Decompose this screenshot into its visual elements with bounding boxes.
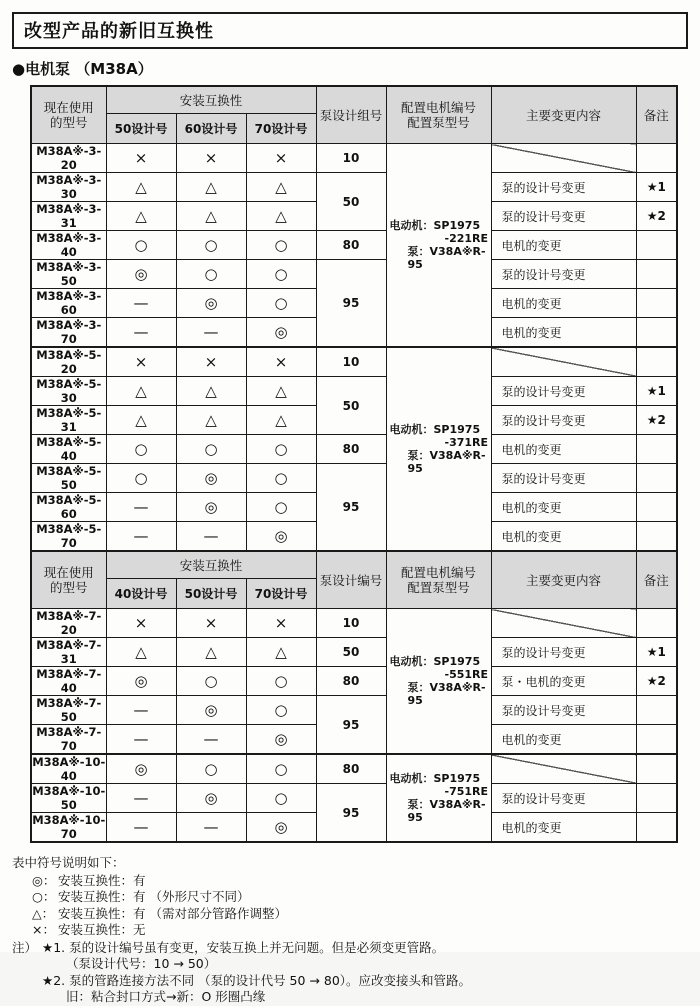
legend-item <box>32 922 690 939</box>
header-design-60: 60设计号 <box>176 114 246 144</box>
table-row <box>31 638 677 667</box>
compat-symbol: — <box>176 318 246 348</box>
model-cell: M38A※-7-40 <box>31 667 106 696</box>
compat-symbol: ○ <box>246 493 316 522</box>
compat-symbol: ◎ <box>246 522 316 552</box>
table-row <box>31 754 677 784</box>
compat-symbol: × <box>106 609 176 638</box>
model-cell: M38A※-5-70 <box>31 522 106 552</box>
pump-line: 泵：V38A※R-95 <box>407 798 486 824</box>
compat-symbol: ◎ <box>176 464 246 493</box>
legend-symbol: △： <box>32 905 55 921</box>
compat-symbol: ○ <box>246 260 316 289</box>
legend-item <box>32 873 690 890</box>
legend-text: 安装互换性：有 （外形尺寸不同） <box>58 889 250 904</box>
model-cell: M38A※-7-70 <box>31 725 106 755</box>
remark-cell: ★1 <box>636 173 677 202</box>
pump-line: 泵：V38A※R-95 <box>407 449 486 475</box>
legend-symbol: ◎： <box>32 872 56 888</box>
remark-cell: ★1 <box>636 638 677 667</box>
compat-symbol: — <box>106 493 176 522</box>
legend-item <box>32 889 690 906</box>
model-cell: M38A※-3-40 <box>31 231 106 260</box>
compat-symbol: ○ <box>176 754 246 784</box>
compatibility-table <box>30 85 678 843</box>
changes-cell: 电机的变更 <box>491 318 636 348</box>
remark-cell <box>636 696 677 725</box>
changes-cell: 泵的设计号变更 <box>491 377 636 406</box>
model-cell: M38A※-5-40 <box>31 435 106 464</box>
compat-symbol: △ <box>176 377 246 406</box>
header-install-compat: 安装互换性 <box>106 551 316 579</box>
symbol-legend <box>12 855 690 1006</box>
compat-symbol: ○ <box>246 435 316 464</box>
header-config <box>386 86 491 144</box>
compat-symbol: △ <box>106 202 176 231</box>
legend-symbol: ○： <box>32 889 56 904</box>
compat-symbol: ○ <box>176 260 246 289</box>
header-current-model-line1: 现在使用 <box>43 565 94 580</box>
diagonal-cell <box>491 347 636 377</box>
note-2-sub: 旧：粘合封口方式→新：O 形圈凸缘 <box>66 989 266 1004</box>
changes-cell: 电机的变更 <box>491 435 636 464</box>
compat-symbol: ○ <box>106 435 176 464</box>
legend-text: 安装互换性：无 <box>58 922 146 937</box>
compat-symbol: ◎ <box>246 725 316 755</box>
header-current-model-line2: 的型号 <box>49 115 88 130</box>
compat-symbol: — <box>106 289 176 318</box>
motor-line: 电动机：SP1975 <box>389 772 481 785</box>
compat-symbol: — <box>106 522 176 552</box>
model-cell: M38A※-3-50 <box>31 260 106 289</box>
pump-design-cell: 95 <box>316 260 386 348</box>
model-cell: M38A※-10-70 <box>32 813 106 841</box>
compat-symbol: × <box>176 609 246 638</box>
remark-cell: ★2 <box>636 667 677 696</box>
header-pump-design-number: 泵设计编号 <box>316 551 386 609</box>
compat-symbol: × <box>246 347 316 377</box>
compat-symbol: △ <box>176 173 246 202</box>
remark-cell <box>636 464 677 493</box>
pump-design-cell: 80 <box>316 231 386 260</box>
changes-cell: 泵的设计号变更 <box>491 173 636 202</box>
pump-design-cell: 10 <box>316 609 386 638</box>
model-cell: M38A※-10-40 <box>32 755 106 783</box>
compat-symbol: ◎ <box>176 696 246 725</box>
motor-line: -551RE <box>444 668 489 681</box>
header-design-70: 70设计号 <box>246 114 316 144</box>
changes-cell: 电机的变更 <box>491 289 636 318</box>
compat-symbol: △ <box>106 638 176 667</box>
legend-text: 安装互换性：有 <box>58 872 146 888</box>
changes-cell: 电机的变更 <box>491 522 636 552</box>
compat-symbol: △ <box>176 406 246 435</box>
pump-line: 泵：V38A※R-95 <box>407 245 486 271</box>
changes-cell: 泵的设计号变更 <box>491 638 636 667</box>
header-design-40: 40设计号 <box>106 579 176 609</box>
compat-symbol: — <box>106 725 176 755</box>
remark-cell: ★2 <box>636 202 677 231</box>
compat-symbol: ◎ <box>246 318 316 348</box>
compat-symbol: ◎ <box>246 813 316 843</box>
table-row <box>31 144 677 173</box>
compat-symbol: ◎ <box>106 754 176 784</box>
pump-design-cell: 50 <box>316 638 386 667</box>
note-1 <box>12 940 690 957</box>
header-design-50: 50设计号 <box>106 114 176 144</box>
table-row <box>31 173 677 202</box>
model-cell: M38A※-7-31 <box>31 638 106 667</box>
header-main-changes: 主要变更内容 <box>491 551 636 609</box>
motor-config-cell <box>386 609 491 755</box>
model-cell: M38A※-5-20 <box>31 347 106 377</box>
remark-cell: ★2 <box>636 406 677 435</box>
compat-symbol: △ <box>246 202 316 231</box>
table-row <box>31 784 677 813</box>
table-row <box>31 696 677 725</box>
remark-cell <box>636 754 677 784</box>
note-label: 注） <box>12 939 38 955</box>
compat-symbol: × <box>106 144 176 173</box>
model-cell: M38A※-5-30 <box>31 377 106 406</box>
header-config-line1: 配置电机编号 <box>400 100 476 115</box>
compat-symbol: ○ <box>176 667 246 696</box>
changes-cell: 泵的设计号变更 <box>491 784 636 813</box>
remark-cell <box>636 522 677 552</box>
compat-symbol: ○ <box>246 231 316 260</box>
remark-cell <box>636 493 677 522</box>
table-row <box>31 260 677 289</box>
header-install-compat: 安装互换性 <box>106 86 316 114</box>
legend-item <box>32 906 690 923</box>
legend-symbol: ×： <box>32 922 55 937</box>
compat-symbol: ◎ <box>106 260 176 289</box>
compat-symbol: △ <box>106 406 176 435</box>
compat-symbol: — <box>176 522 246 552</box>
header-config-line2: 配置泵型号 <box>407 580 470 595</box>
remark-cell <box>636 144 677 173</box>
pump-design-cell: 95 <box>316 464 386 552</box>
motor-line: -371RE <box>444 436 489 449</box>
compat-symbol: △ <box>246 173 316 202</box>
header-config <box>386 551 491 609</box>
model-cell: M38A※-3-31 <box>31 202 106 231</box>
note-1-text: ★1. 泵的设计编号虽有变更，安装互换上并无问题。但是必须变更管路。 <box>42 939 445 955</box>
pump-design-cell: 95 <box>316 696 386 755</box>
compat-symbol: — <box>106 813 176 843</box>
changes-cell: 泵的设计号变更 <box>491 260 636 289</box>
changes-cell: 泵的设计号变更 <box>491 464 636 493</box>
model-cell: M38A※-10-50 <box>32 784 106 812</box>
compat-symbol: ○ <box>246 784 316 813</box>
diagonal-cell <box>491 144 636 173</box>
compat-symbol: × <box>106 347 176 377</box>
model-cell: M38A※-5-31 <box>31 406 106 435</box>
compat-symbol: ○ <box>246 696 316 725</box>
header-current-model <box>31 551 106 609</box>
remark-cell <box>636 725 677 755</box>
pump-design-cell: 10 <box>316 144 386 173</box>
remark-cell <box>636 231 677 260</box>
header-current-model-line1: 现在使用 <box>43 100 94 115</box>
model-cell: M38A※-5-60 <box>31 493 106 522</box>
header-current-model-line2: 的型号 <box>49 580 88 595</box>
model-cell: M38A※-7-20 <box>31 609 106 638</box>
table-row <box>31 377 677 406</box>
changes-cell: 泵的设计号变更 <box>491 696 636 725</box>
remark-cell <box>636 260 677 289</box>
diagonal-cell <box>491 754 636 784</box>
model-cell: M38A※-3-70 <box>31 318 106 348</box>
notes <box>12 940 690 1006</box>
legend-title: 表中符号说明如下： <box>12 855 125 870</box>
motor-line: 电动机：SP1975 <box>389 423 481 436</box>
changes-cell: 电机的变更 <box>491 493 636 522</box>
note-1-sub: （泵设计代号：10 → 50） <box>66 956 217 971</box>
changes-cell: 电机的变更 <box>491 813 636 843</box>
compat-symbol: △ <box>176 202 246 231</box>
compat-symbol: × <box>246 144 316 173</box>
compat-symbol: △ <box>106 173 176 202</box>
compat-symbol: × <box>176 347 246 377</box>
changes-cell: 电机的变更 <box>491 725 636 755</box>
pump-line: 泵：V38A※R-95 <box>407 681 486 707</box>
header-config-line1: 配置电机编号 <box>400 565 476 580</box>
header-remark: 备注 <box>636 86 677 144</box>
compat-symbol: ◎ <box>106 667 176 696</box>
header-current-model <box>31 86 106 144</box>
remark-cell: ★1 <box>636 377 677 406</box>
model-cell: M38A※-3-60 <box>31 289 106 318</box>
section-subtitle: ●电机泵 （M38A） <box>12 60 153 78</box>
compat-symbol: ○ <box>106 231 176 260</box>
model-cell: M38A※-5-50 <box>31 464 106 493</box>
remark-cell <box>636 813 677 843</box>
header-design-50: 50设计号 <box>176 579 246 609</box>
remark-cell <box>636 609 677 638</box>
compat-symbol: △ <box>106 377 176 406</box>
pump-design-cell: 80 <box>316 435 386 464</box>
header-design-70: 70设计号 <box>246 579 316 609</box>
compat-symbol: — <box>106 318 176 348</box>
compat-symbol: ◎ <box>176 289 246 318</box>
header-remark: 备注 <box>636 551 677 609</box>
compat-symbol: — <box>176 725 246 755</box>
table-row <box>31 435 677 464</box>
compat-symbol: × <box>246 609 316 638</box>
compat-symbol: ◎ <box>176 493 246 522</box>
header-config-line2: 配置泵型号 <box>407 115 470 130</box>
motor-config-cell <box>386 754 491 842</box>
motor-line: -751RE <box>444 785 489 798</box>
pump-design-cell: 50 <box>316 173 386 231</box>
compat-symbol: — <box>106 784 176 813</box>
changes-cell: 电机的变更 <box>491 231 636 260</box>
header-pump-design-group: 泵设计组号 <box>316 86 386 144</box>
motor-line: 电动机：SP1975 <box>389 655 481 668</box>
diagonal-cell <box>491 609 636 638</box>
remark-cell <box>636 289 677 318</box>
motor-line: 电动机：SP1975 <box>389 219 481 232</box>
page-title: 改型产品的新旧互换性 <box>12 12 688 49</box>
compat-symbol: ○ <box>246 464 316 493</box>
remark-cell <box>636 318 677 348</box>
changes-cell: 泵・电机的变更 <box>491 667 636 696</box>
changes-cell: 泵的设计号变更 <box>491 406 636 435</box>
pump-design-cell: 10 <box>316 347 386 377</box>
compat-symbol: △ <box>246 377 316 406</box>
remark-cell <box>636 347 677 377</box>
header-row-1 <box>31 86 677 114</box>
motor-line: -221RE <box>444 232 489 245</box>
model-cell: M38A※-3-20 <box>31 144 106 173</box>
note-2-text: ★2. 泵的管路连接方法不同 （泵的设计代号 50 → 80）。应改变接头和管路。 <box>42 972 472 988</box>
compat-symbol: ○ <box>106 464 176 493</box>
compat-symbol: ○ <box>246 667 316 696</box>
table-row <box>31 609 677 638</box>
model-cell: M38A※-7-50 <box>31 696 106 725</box>
legend-text: 安装互换性：有 （需对部分管路作调整） <box>58 905 287 921</box>
compat-symbol: △ <box>246 406 316 435</box>
compat-symbol: — <box>176 813 246 843</box>
compat-symbol: ○ <box>246 754 316 784</box>
compat-symbol: × <box>176 144 246 173</box>
header-main-changes: 主要变更内容 <box>491 86 636 144</box>
pump-design-cell: 50 <box>316 377 386 435</box>
table-row <box>31 347 677 377</box>
motor-config-cell <box>386 144 491 348</box>
pump-design-cell: 95 <box>316 784 386 843</box>
header-row-2 <box>31 551 677 579</box>
pump-design-cell: 80 <box>316 667 386 696</box>
table-row <box>31 667 677 696</box>
table-row <box>31 464 677 493</box>
remark-cell <box>636 784 677 813</box>
model-cell: M38A※-3-30 <box>31 173 106 202</box>
compat-symbol: ○ <box>176 435 246 464</box>
compat-symbol: ○ <box>246 289 316 318</box>
pump-design-cell: 80 <box>316 754 386 784</box>
motor-config-cell <box>386 347 491 551</box>
table-row <box>31 231 677 260</box>
compat-symbol: △ <box>176 638 246 667</box>
compat-symbol: ○ <box>176 231 246 260</box>
remark-cell <box>636 435 677 464</box>
compat-symbol: — <box>106 696 176 725</box>
compat-symbol: ◎ <box>176 784 246 813</box>
compat-symbol: △ <box>246 638 316 667</box>
changes-cell: 泵的设计号变更 <box>491 202 636 231</box>
